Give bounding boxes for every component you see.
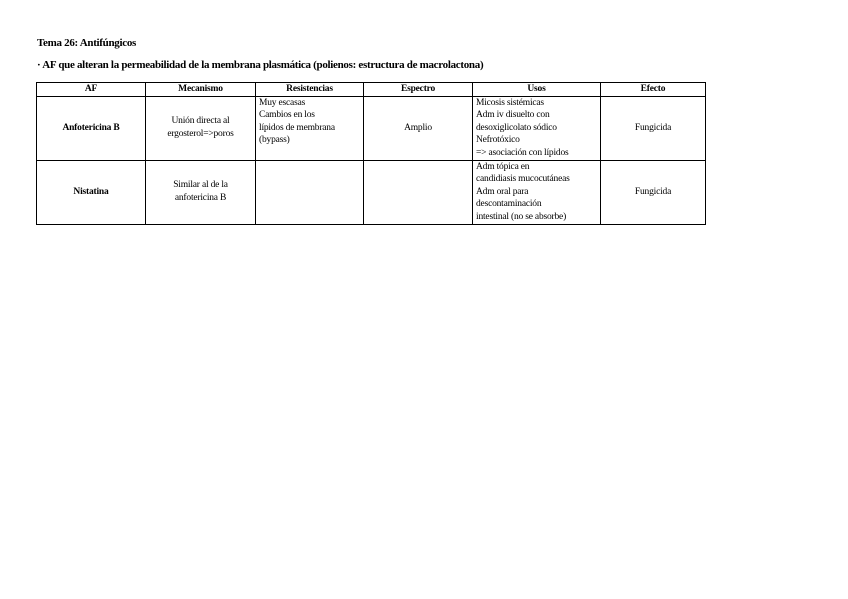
- header-mecanismo: Mecanismo: [146, 83, 256, 97]
- cell-usos: [473, 96, 601, 160]
- cell-line: Muy escasas: [259, 97, 306, 108]
- cell-line: candidiasis mucocutáneas: [476, 174, 570, 185]
- cell-line: (bypass): [259, 135, 290, 146]
- cell-espectro: [364, 160, 473, 224]
- document-title: Tema 26: Antifúngicos: [37, 37, 137, 49]
- table-row: [37, 96, 706, 160]
- cell-usos: [473, 160, 601, 224]
- cell-line: Similar al de la: [173, 180, 228, 191]
- cell-line: anfotericina B: [174, 193, 227, 204]
- cell-line: => asociación con lípidos: [476, 147, 569, 158]
- cell-line: ergosterol=>poros: [167, 129, 234, 140]
- cell-af: Anfotericina B: [37, 96, 146, 160]
- cell-line: Cambios en los: [259, 110, 315, 121]
- header-efecto: Efecto: [601, 83, 706, 97]
- cell-line: Adm iv disuelto con: [476, 110, 550, 121]
- cell-mecanismo: [146, 160, 256, 224]
- header-usos: Usos: [473, 83, 601, 97]
- antifungal-table: [36, 82, 706, 225]
- cell-af: Nistatina: [37, 160, 146, 224]
- header-af: AF: [37, 83, 146, 97]
- cell-line: intestinal (no se absorbe): [476, 211, 567, 222]
- cell-mecanismo: [146, 96, 256, 160]
- cell-line: Adm oral para: [476, 186, 529, 197]
- cell-resistencias: [256, 96, 364, 160]
- header-espectro: Espectro: [364, 83, 473, 97]
- cell-efecto: Fungicida: [601, 160, 706, 224]
- cell-line: lípidos de membrana: [259, 122, 335, 133]
- cell-resistencias: [256, 160, 364, 224]
- header-resistencias: Resistencias: [256, 83, 364, 97]
- cell-line: Unión directa al: [171, 116, 230, 127]
- table-row: [37, 160, 706, 224]
- cell-line: Adm tópica en: [476, 161, 530, 172]
- cell-line: desoxiglicolato sódico: [476, 122, 557, 133]
- section-heading: · AF que alteran la permeabilidad de la membrana plasmática (polienos: estructura de macrolactona): [37, 59, 484, 71]
- cell-line: descontaminación: [476, 199, 542, 210]
- table-header-row: [37, 83, 706, 97]
- cell-efecto: Fungicida: [601, 96, 706, 160]
- cell-line: Nefrotóxico: [476, 135, 520, 146]
- cell-espectro: Amplio: [364, 96, 473, 160]
- cell-line: Micosis sistémicas: [476, 97, 544, 108]
